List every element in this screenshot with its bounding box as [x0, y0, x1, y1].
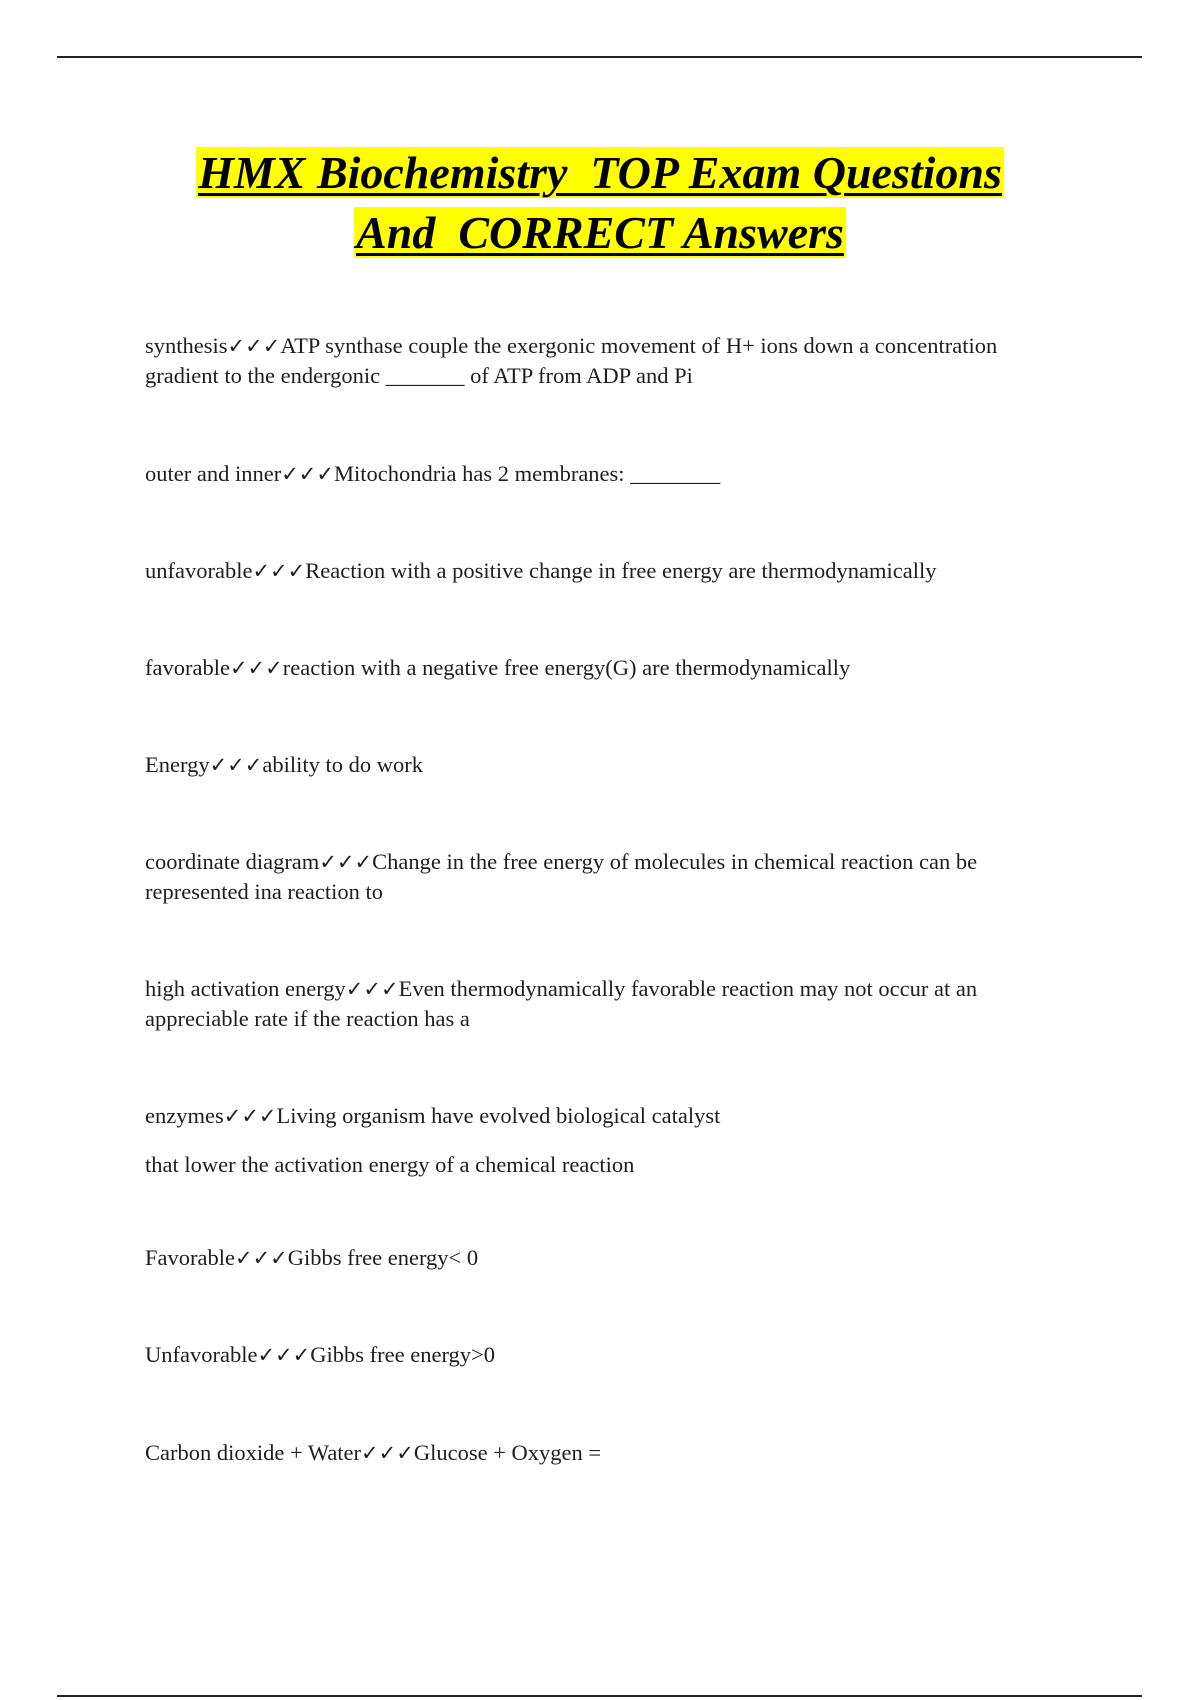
qa-question: Reaction with a positive change in free energy are thermodynamically [305, 558, 937, 583]
qa-answer: synthesis [145, 333, 228, 358]
qa-question-continuation: that lower the activation energy of a chemical reaction [145, 1152, 635, 1177]
qa-answer: Carbon dioxide + Water [145, 1440, 362, 1465]
check-marks-icon: ✓✓✓ [281, 462, 334, 486]
qa-answer: coordinate diagram [145, 849, 320, 874]
qa-question: reaction with a negative free energy(G) are thermodynamically [282, 655, 851, 680]
qa-question: Change in the free energy of molecules in chemical reaction can be represented ina reaction to [145, 849, 978, 904]
bottom-rule [57, 1695, 1142, 1697]
qa-question: Mitochondria has 2 membranes: ________ [334, 461, 721, 486]
qa-answer: Unfavorable [145, 1342, 258, 1367]
qa-item [145, 750, 1065, 780]
title-line-2: And CORRECT Answers [356, 207, 844, 258]
qa-item [145, 331, 1065, 391]
title-line-1: HMX Biochemistry TOP Exam Questions [198, 147, 1002, 198]
qa-question: Gibbs free energy< 0 [287, 1245, 479, 1270]
qa-answer: Favorable [145, 1245, 235, 1270]
qa-question: ATP synthase couple the exergonic movement of H+ ions down a concentration gradient to the endergonic _______ of ATP from ADP and Pi [145, 333, 998, 388]
qa-question: Even thermodynamically favorable reaction may not occur at an appreciable rate if the reaction has a [145, 976, 978, 1031]
qa-question: Gibbs free energy>0 [310, 1342, 495, 1367]
qa-item [145, 653, 1065, 683]
top-rule [57, 56, 1142, 58]
qa-answer: outer and inner [145, 461, 282, 486]
qa-question: Glucose + Oxygen = [413, 1440, 602, 1465]
qa-item [145, 556, 1065, 586]
qa-item [145, 847, 1065, 907]
qa-answer: high activation energy [145, 976, 346, 1001]
check-marks-icon: ✓✓✓ [209, 753, 263, 777]
document-title [0, 143, 1200, 263]
check-marks-icon: ✓✓✓ [227, 334, 281, 358]
check-marks-icon: ✓✓✓ [223, 1104, 277, 1128]
qa-answer: favorable [145, 655, 230, 680]
qa-answer: Energy [145, 752, 210, 777]
qa-item [145, 459, 1065, 489]
check-marks-icon: ✓✓✓ [361, 1441, 414, 1465]
check-marks-icon: ✓✓✓ [257, 1343, 311, 1367]
qa-item [145, 1243, 1065, 1273]
check-marks-icon: ✓✓✓ [252, 559, 306, 583]
qa-answer: enzymes [145, 1103, 224, 1128]
check-marks-icon: ✓✓✓ [345, 977, 399, 1001]
check-marks-icon: ✓✓✓ [234, 1246, 288, 1270]
qa-item [145, 1340, 1065, 1370]
qa-question: Living organism have evolved biological catalyst [276, 1103, 721, 1128]
qa-item [145, 1438, 1065, 1468]
check-marks-icon: ✓✓✓ [319, 850, 373, 874]
check-marks-icon: ✓✓✓ [229, 656, 283, 680]
qa-item [145, 974, 1065, 1034]
qa-item [145, 1101, 1065, 1180]
qa-answer: unfavorable [145, 558, 253, 583]
qa-question: ability to do work [262, 752, 423, 777]
